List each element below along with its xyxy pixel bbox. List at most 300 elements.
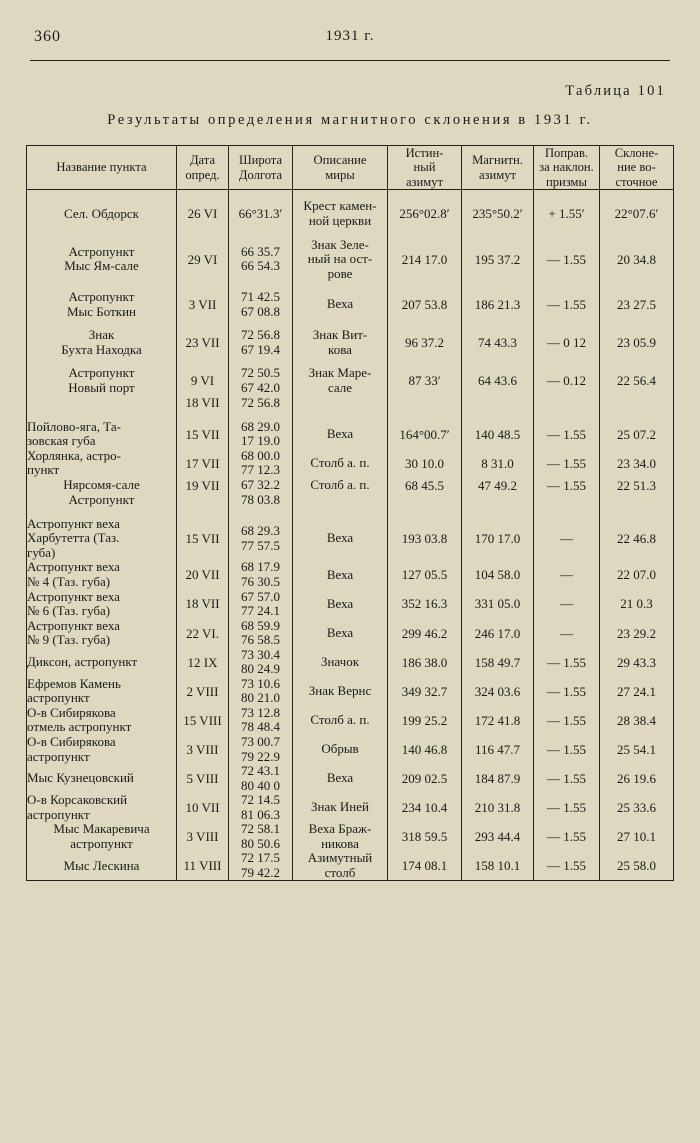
description-line: Значок: [320, 654, 360, 669]
cell-description: [293, 328, 388, 357]
cell-prism-correction: — 1.55: [534, 420, 600, 449]
cell-date: 9 VI: [177, 366, 229, 395]
cell-true-azimuth: 186 38.0: [388, 648, 462, 677]
cell-prism-correction: — 0.12: [534, 366, 600, 395]
cell-true-azimuth: 352 16.3: [388, 590, 462, 619]
cell-declination: 25 33.6: [600, 793, 674, 822]
cell-prism-correction: — 0 12: [534, 328, 600, 357]
cell-magnetic-azimuth: 293 44.4: [462, 822, 534, 851]
cell-declination: 23 29.2: [600, 619, 674, 648]
description-line: рове: [327, 265, 353, 281]
cell-magnetic-azimuth: 116 47.7: [462, 735, 534, 764]
point-name-line: пункт: [27, 462, 60, 478]
cell-declination: 22 56.4: [600, 366, 674, 395]
cell-point-name: [27, 735, 177, 764]
cell-declination: 23 05.9: [600, 328, 674, 357]
table-row: [27, 706, 674, 735]
point-name-line: Астропункт веха: [27, 588, 120, 604]
point-name-line: О-в Корсаковский: [27, 792, 128, 808]
table-spacer-row: [27, 508, 674, 517]
page: [0, 28, 700, 1143]
cell-point-name: [27, 493, 177, 508]
longitude-value: 76 30.5: [241, 574, 280, 589]
table-row: [27, 395, 674, 410]
cell-description: [293, 493, 388, 508]
cell-true-azimuth: 209 02.5: [388, 764, 462, 793]
cell-declination: 22 07.0: [600, 560, 674, 589]
cell-prism-correction: —: [534, 619, 600, 648]
running-head-year: 1931 г.: [325, 28, 375, 44]
table-row: [27, 493, 674, 508]
cell-coordinates: [229, 677, 293, 706]
point-name-line: Мыс Лескина: [63, 857, 140, 873]
point-name-line: Хорлянка, астро-: [27, 447, 121, 463]
cell-true-azimuth: 164°00.7′: [388, 420, 462, 449]
cell-coordinates: [229, 493, 293, 508]
cell-magnetic-azimuth: 158 10.1: [462, 851, 534, 881]
description-line: Веха: [326, 426, 354, 442]
latitude-value: 72 14.5: [241, 792, 280, 808]
point-name-line: Харбутетта (Таз.: [27, 530, 120, 546]
cell-description: [293, 822, 388, 851]
cell-date: 10 VII: [177, 793, 229, 822]
cell-true-azimuth: 174 08.1: [388, 851, 462, 881]
cell-prism-correction: — 1.55: [534, 822, 600, 851]
point-name-line: Астропункт: [68, 365, 135, 381]
cell-magnetic-azimuth: 184 87.9: [462, 764, 534, 793]
latitude-value: 73 10.6: [241, 675, 280, 691]
description-line: Веха: [326, 624, 354, 640]
longitude-value: 80 50.6: [241, 835, 280, 851]
cell-date: 20 VII: [177, 560, 229, 589]
cell-coordinates: [229, 851, 293, 881]
cell-coordinates: [229, 420, 293, 449]
cell-magnetic-azimuth: [462, 493, 534, 508]
point-name-line: Диксон, астропункт: [27, 654, 138, 669]
cell-true-azimuth: 299 46.2: [388, 619, 462, 648]
longitude-value: 79 42.2: [241, 864, 280, 880]
col-header-true-azimuth: Истин- ный азимут: [388, 146, 462, 190]
cell-magnetic-azimuth: 246 17.0: [462, 619, 534, 648]
point-name-line: Астропункт веха: [27, 559, 120, 575]
table-row: [27, 366, 674, 395]
cell-magnetic-azimuth: 186 21.3: [462, 290, 534, 319]
cell-coordinates: [229, 517, 293, 561]
description-line: Веха: [326, 595, 354, 611]
cell-date: 5 VIII: [177, 764, 229, 793]
latitude-value: 66°31.3′: [238, 205, 283, 221]
description-line: Знак Зеле-: [311, 236, 369, 252]
description-line: Знак Вернс: [308, 683, 372, 699]
cell-declination: 29 43.3: [600, 648, 674, 677]
cell-date: 26 VI: [177, 199, 229, 228]
cell-coordinates: [229, 648, 293, 677]
cell-point-name: [27, 366, 177, 395]
cell-magnetic-azimuth: 324 03.6: [462, 677, 534, 706]
point-name-line: отмель астропункт: [27, 719, 132, 735]
longitude-value: 66 54.3: [241, 258, 280, 274]
table-row: [27, 793, 674, 822]
cell-declination: 23 27.5: [600, 290, 674, 319]
page-number: 360: [34, 28, 61, 45]
description-line: Веха: [326, 566, 354, 582]
cell-prism-correction: [534, 493, 600, 508]
col-header-declination: Склоне- ние во- сточное: [600, 146, 674, 190]
longitude-value: 77 57.5: [241, 537, 280, 553]
cell-prism-correction: — 1.55: [534, 449, 600, 478]
latitude-value: 68 59.9: [241, 617, 280, 633]
cell-coordinates: [229, 366, 293, 395]
cell-declination: 25 54.1: [600, 735, 674, 764]
cell-point-name: [27, 764, 177, 793]
cell-coordinates: [229, 590, 293, 619]
latitude-value: 68 29.3: [241, 523, 280, 539]
point-name-line: Новый порт: [68, 379, 135, 395]
cell-declination: 22 51.3: [600, 478, 674, 493]
cell-date: 15 VIII: [177, 706, 229, 735]
cell-point-name: [27, 478, 177, 493]
cell-prism-correction: — 1.55: [534, 478, 600, 493]
table-row: [27, 478, 674, 493]
cell-true-azimuth: 68 45.5: [388, 478, 462, 493]
running-head: [30, 28, 670, 54]
point-name-line: Мыс Ям-сале: [64, 258, 139, 274]
cell-magnetic-azimuth: 64 43.6: [462, 366, 534, 395]
cell-date: 2 VIII: [177, 677, 229, 706]
cell-description: [293, 590, 388, 619]
cell-description: [293, 706, 388, 735]
cell-description: [293, 560, 388, 589]
longitude-value: 79 22.9: [241, 748, 280, 764]
cell-declination: 27 10.1: [600, 822, 674, 851]
cell-date: 3 VII: [177, 290, 229, 319]
cell-magnetic-azimuth: 210 31.8: [462, 793, 534, 822]
latitude-value: 67 57.0: [241, 588, 280, 604]
latitude-value: 68 17.9: [241, 559, 280, 575]
longitude-value: 76 58.5: [241, 632, 280, 648]
latitude-value: 73 30.4: [241, 646, 280, 662]
cell-declination: 20 34.8: [600, 238, 674, 282]
cell-declination: 28 38.4: [600, 706, 674, 735]
cell-declination: 25 58.0: [600, 851, 674, 881]
point-name-line: Астропункт веха: [27, 515, 120, 531]
description-line: Знак Иней: [311, 799, 369, 815]
cell-true-azimuth: 256°02.8′: [388, 199, 462, 228]
cell-point-name: [27, 560, 177, 589]
description-line: Азимутный: [307, 850, 373, 866]
cell-prism-correction: [534, 395, 600, 410]
col-header-description: Описание миры: [293, 146, 388, 190]
longitude-value: 67 08.8: [241, 303, 280, 319]
latitude-value: 66 35.7: [241, 243, 280, 259]
cell-magnetic-azimuth: 170 17.0: [462, 517, 534, 561]
cell-date: 22 VI.: [177, 619, 229, 648]
header-rule: [30, 60, 670, 61]
description-line: Знак Вит-: [312, 327, 368, 343]
col-header-prism-correction: Поправ. за наклон. призмы: [534, 146, 600, 190]
cell-prism-correction: + 1.55′: [534, 199, 600, 228]
results-table: [26, 145, 674, 881]
table-number: Таблица 101: [565, 83, 666, 99]
cell-date: 12 IX: [177, 648, 229, 677]
cell-description: [293, 517, 388, 561]
point-name-line: Ефремов Камень: [27, 675, 121, 691]
cell-description: [293, 290, 388, 319]
latitude-value: 72 50.5: [241, 365, 280, 381]
cell-declination: 25 07.2: [600, 420, 674, 449]
longitude-value: 77 24.1: [241, 603, 280, 619]
description-line: столб: [324, 864, 356, 880]
cell-date: 19 VII: [177, 478, 229, 493]
cell-coordinates: [229, 619, 293, 648]
cell-declination: 26 19.6: [600, 764, 674, 793]
cell-date: 15 VII: [177, 517, 229, 561]
table-row: [27, 517, 674, 561]
cell-date: 29 VI: [177, 238, 229, 282]
point-name-line: Нярсомя-сале: [63, 477, 140, 493]
point-name-line: Астропункт: [68, 289, 135, 305]
cell-coordinates: [229, 560, 293, 589]
cell-point-name: [27, 238, 177, 282]
longitude-value: 80 24.9: [241, 661, 280, 677]
cell-magnetic-azimuth: 47 49.2: [462, 478, 534, 493]
point-name-line: № 6 (Таз. губа): [27, 603, 111, 619]
cell-true-azimuth: 140 46.8: [388, 735, 462, 764]
longitude-value: 17 19.0: [241, 433, 280, 449]
cell-date: 3 VIII: [177, 735, 229, 764]
cell-coordinates: [229, 238, 293, 282]
table-row: [27, 735, 674, 764]
point-name-line: Мыс Кузнецовский: [27, 770, 134, 786]
cell-coordinates: [229, 290, 293, 319]
longitude-value: 78 48.4: [241, 719, 280, 735]
longitude-value: 67 19.4: [241, 341, 280, 357]
cell-prism-correction: — 1.55: [534, 648, 600, 677]
cell-date: 18 VII: [177, 395, 229, 410]
table-row: [27, 420, 674, 449]
point-name-line: астропункт: [27, 748, 90, 764]
cell-prism-correction: —: [534, 590, 600, 619]
cell-true-azimuth: 349 32.7: [388, 677, 462, 706]
longitude-value: 81 06.3: [241, 806, 280, 822]
cell-point-name: [27, 619, 177, 648]
cell-date: 18 VII: [177, 590, 229, 619]
cell-prism-correction: — 1.55: [534, 735, 600, 764]
table-row: [27, 290, 674, 319]
cell-point-name: [27, 395, 177, 410]
description-line: Веха Браж-: [308, 821, 372, 837]
cell-point-name: [27, 851, 177, 881]
point-name-line: № 9 (Таз. губа): [27, 632, 111, 648]
description-line: ный на ост-: [307, 251, 373, 267]
cell-date: 3 VIII: [177, 822, 229, 851]
table-row: [27, 764, 674, 793]
point-name-line: Сел. Обдорск: [64, 205, 139, 221]
point-name-line: Астропункт веха: [27, 617, 120, 633]
cell-description: [293, 764, 388, 793]
cell-point-name: [27, 822, 177, 851]
cell-true-azimuth: 318 59.5: [388, 822, 462, 851]
cell-description: [293, 677, 388, 706]
cell-true-azimuth: 207 53.8: [388, 290, 462, 319]
table-row: [27, 328, 674, 357]
point-name-line: № 4 (Таз. губа): [27, 574, 111, 589]
cell-coordinates: [229, 199, 293, 228]
cell-point-name: [27, 199, 177, 228]
cell-true-azimuth: 214 17.0: [388, 238, 462, 282]
cell-point-name: [27, 420, 177, 449]
cell-true-azimuth: 96 37.2: [388, 328, 462, 357]
description-line: Веха: [326, 770, 354, 786]
cell-prism-correction: — 1.55: [534, 706, 600, 735]
cell-prism-correction: — 1.55: [534, 238, 600, 282]
longitude-value: 80 40 0: [241, 777, 280, 793]
cell-magnetic-azimuth: 235°50.2′: [462, 199, 534, 228]
col-header-coords: Широта Долгота: [229, 146, 293, 190]
table-row: [27, 851, 674, 881]
cell-coordinates: [229, 764, 293, 793]
table-row: [27, 560, 674, 589]
table-row: [27, 238, 674, 282]
cell-declination: 22 46.8: [600, 517, 674, 561]
cell-date: 17 VII: [177, 449, 229, 478]
cell-point-name: [27, 517, 177, 561]
cell-point-name: [27, 590, 177, 619]
cell-true-azimuth: 30 10.0: [388, 449, 462, 478]
cell-coordinates: [229, 735, 293, 764]
cell-true-azimuth: 234 10.4: [388, 793, 462, 822]
cell-coordinates: [229, 706, 293, 735]
table-row: [27, 449, 674, 478]
description-line: Веха: [326, 530, 354, 546]
description-line: сале: [327, 379, 353, 395]
cell-description: [293, 851, 388, 881]
latitude-value: 78 03.8: [241, 492, 280, 508]
cell-description: [293, 735, 388, 764]
point-name-line: губа): [27, 544, 56, 560]
point-name-line: Астропункт: [68, 492, 135, 508]
cell-true-azimuth: 193 03.8: [388, 517, 462, 561]
point-name-line: Пойлово-яга, Та-: [27, 418, 122, 434]
cell-description: [293, 238, 388, 282]
table-title: Результаты определения магнитного склонения в 1931 г.: [107, 112, 593, 128]
cell-description: [293, 478, 388, 493]
description-line: Столб а. п.: [310, 477, 370, 493]
cell-description: [293, 395, 388, 410]
cell-coordinates: [229, 793, 293, 822]
latitude-value: 71 42.5: [241, 289, 280, 305]
cell-date: 23 VII: [177, 328, 229, 357]
point-name-line: Астропункт: [68, 243, 135, 259]
cell-description: [293, 366, 388, 395]
longitude-value: 80 21.0: [241, 690, 280, 706]
col-header-magnetic-azimuth: Магнитн. азимут: [462, 146, 534, 190]
description-line: кова: [328, 341, 352, 357]
cell-description: [293, 793, 388, 822]
cell-date: [177, 493, 229, 508]
cell-prism-correction: — 1.55: [534, 793, 600, 822]
cell-declination: [600, 395, 674, 410]
cell-true-azimuth: 199 25.2: [388, 706, 462, 735]
table-row: [27, 199, 674, 228]
cell-declination: 21 0.3: [600, 590, 674, 619]
description-line: Знак Маре-: [308, 365, 372, 381]
point-name-line: астропункт: [27, 690, 90, 706]
cell-prism-correction: —: [534, 560, 600, 589]
latitude-value: 72 56.8: [241, 327, 280, 343]
table-row: [27, 619, 674, 648]
cell-point-name: [27, 328, 177, 357]
cell-true-azimuth: [388, 493, 462, 508]
point-name-line: О-в Сибирякова: [27, 734, 116, 750]
cell-declination: 22°07.6′: [600, 199, 674, 228]
latitude-value: 72 56.8: [241, 394, 280, 410]
table-container: [26, 145, 674, 881]
cell-prism-correction: — 1.55: [534, 851, 600, 881]
table-row: [27, 648, 674, 677]
cell-true-azimuth: 127 05.5: [388, 560, 462, 589]
latitude-value: 67 32.2: [241, 477, 280, 493]
longitude-value: 77 12.3: [241, 462, 280, 478]
cell-prism-correction: —: [534, 517, 600, 561]
cell-magnetic-azimuth: 158 49.7: [462, 648, 534, 677]
cell-declination: 23 34.0: [600, 449, 674, 478]
cell-coordinates: [229, 449, 293, 478]
description-line: Веха: [326, 296, 354, 312]
cell-coordinates: [229, 478, 293, 493]
cell-point-name: [27, 290, 177, 319]
description-line: Крест камен-: [303, 198, 377, 214]
col-header-name: Название пункта: [27, 146, 177, 190]
cell-description: [293, 449, 388, 478]
description-line: Столб а. п.: [310, 712, 370, 728]
cell-prism-correction: — 1.55: [534, 677, 600, 706]
cell-magnetic-azimuth: 74 43.3: [462, 328, 534, 357]
cell-magnetic-azimuth: 172 41.8: [462, 706, 534, 735]
description-line: Обрыв: [321, 741, 359, 757]
col-header-date: Дата опред.: [177, 146, 229, 190]
cell-prism-correction: — 1.55: [534, 764, 600, 793]
cell-coordinates: [229, 328, 293, 357]
latitude-value: 73 12.8: [241, 704, 280, 720]
latitude-value: 68 29.0: [241, 418, 280, 434]
cell-coordinates: [229, 395, 293, 410]
cell-description: [293, 420, 388, 449]
point-name-line: астропункт: [70, 835, 133, 851]
latitude-value: 72 17.5: [241, 850, 280, 866]
latitude-value: 72 43.1: [241, 763, 280, 779]
cell-true-azimuth: [388, 395, 462, 410]
cell-magnetic-azimuth: 140 48.5: [462, 420, 534, 449]
table-header-row: [27, 146, 674, 190]
cell-description: [293, 648, 388, 677]
longitude-value: 67 42.0: [241, 379, 280, 395]
point-name-line: О-в Сибирякова: [27, 704, 116, 720]
cell-coordinates: [229, 822, 293, 851]
cell-magnetic-azimuth: 104 58.0: [462, 560, 534, 589]
cell-point-name: [27, 793, 177, 822]
cell-magnetic-azimuth: 195 37.2: [462, 238, 534, 282]
latitude-value: 68 00.0: [241, 447, 280, 463]
cell-point-name: [27, 677, 177, 706]
cell-point-name: [27, 648, 177, 677]
cell-point-name: [27, 706, 177, 735]
point-name-line: Мыс Боткин: [66, 303, 137, 319]
cell-declination: [600, 493, 674, 508]
point-name-line: зовская губа: [27, 433, 96, 449]
description-line: никова: [321, 835, 359, 851]
latitude-value: 73 00.7: [241, 734, 280, 750]
